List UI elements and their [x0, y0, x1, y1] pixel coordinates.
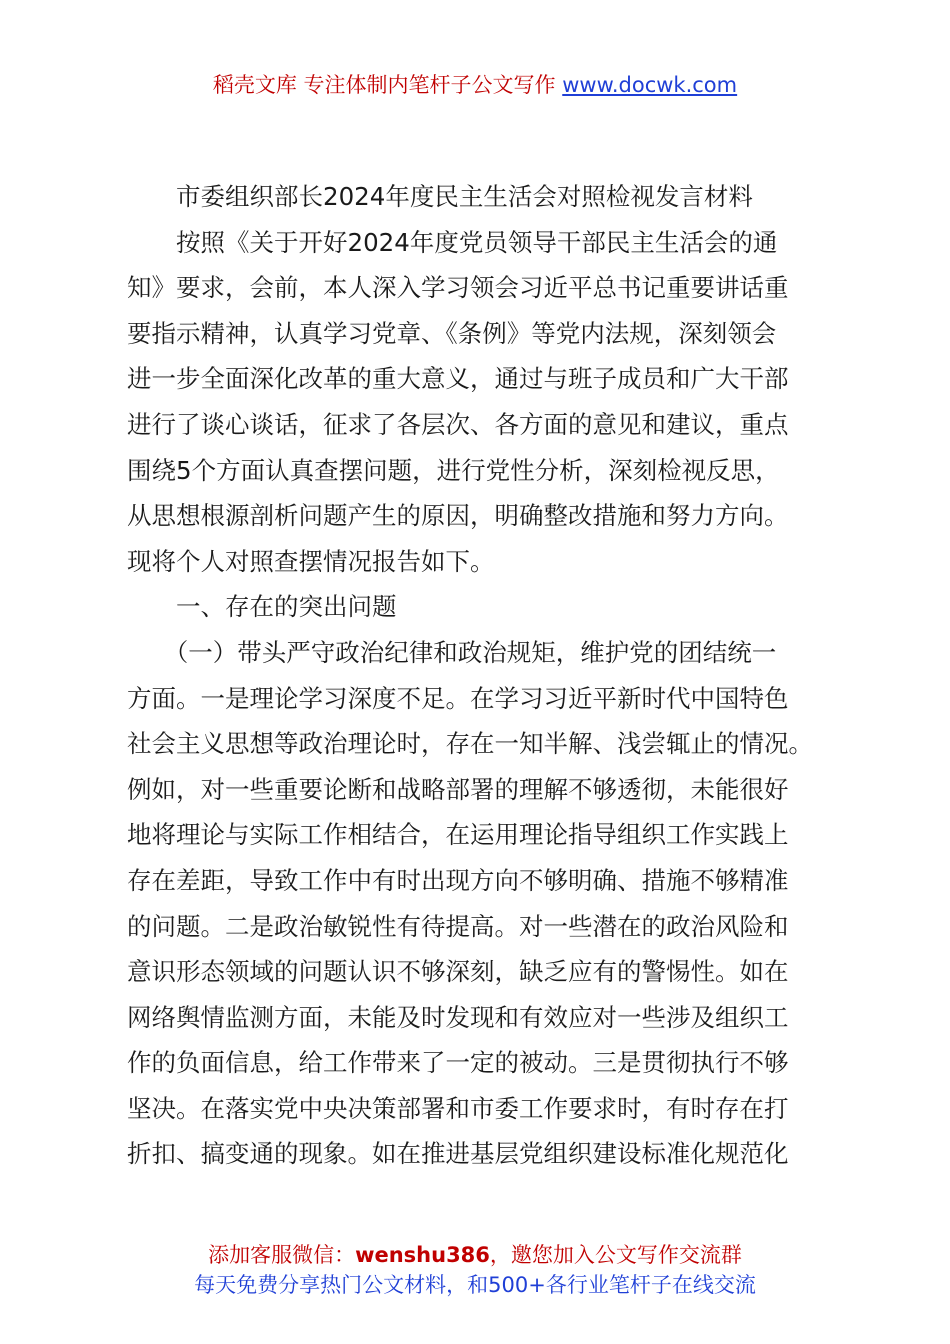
- paragraph-line: 进一步全面深化改革的重大意义，通过与班子成员和广大干部: [127, 364, 789, 394]
- paragraph-line: 例如，对一些重要论断和战略部署的理解不够透彻，未能很好: [127, 774, 789, 804]
- subsection-heading-line: （一）带头严守政治纪律和政治规矩，维护党的团结统一: [127, 637, 777, 667]
- paragraph-line: 坚决。在落实党中央决策部署和市委工作要求时，有时存在打: [127, 1093, 789, 1123]
- paragraph-line: 要指示精神，认真学习党章、《条例》等党内法规，深刻领会: [127, 318, 777, 348]
- page-footer: [0, 1240, 950, 1300]
- footer-share-line: 每天免费分享热门公文材料，和500+各行业笔杆子在线交流: [194, 1273, 756, 1297]
- footer-wechat-id: wenshu386: [355, 1243, 490, 1267]
- paragraph-line: 存在差距，导致工作中有时出现方向不够明确、措施不够精准: [127, 865, 789, 895]
- footer-contact-prefix: 添加客服微信：: [208, 1243, 356, 1267]
- paragraph-line: 社会主义思想等政治理论时，存在一知半解、浅尝辄止的情况。: [127, 729, 813, 759]
- document-body: [127, 174, 827, 1177]
- paragraph-line: 现将个人对照查摆情况报告如下。: [127, 546, 495, 576]
- paragraph-line: 意识形态领域的问题认识不够深刻，缺乏应有的警惕性。如在: [127, 957, 789, 987]
- paragraph-line: 知》要求，会前，本人深入学习领会习近平总书记重要讲话重: [127, 273, 789, 303]
- paragraph-line: 按照《关于开好2024年度党员领导干部民主生活会的通: [127, 227, 778, 257]
- paragraph-line: 围绕5个方面认真查摆问题，进行党性分析，深刻检视反思，: [127, 455, 780, 485]
- section-heading: 一、存在的突出问题: [127, 592, 397, 622]
- paragraph-line: 的问题。二是政治敏锐性有待提高。对一些潜在的政治风险和: [127, 911, 789, 941]
- page-header: [0, 70, 950, 100]
- header-brand-text: 稻壳文库 专注体制内笔杆子公文写作: [212, 73, 556, 97]
- footer-contact-suffix: ，邀您加入公文写作交流群: [489, 1243, 742, 1267]
- footer-contact-line: [0, 1240, 950, 1270]
- paragraph-line: 地将理论与实际工作相结合，在运用理论指导组织工作实践上: [127, 820, 789, 850]
- paragraph-line: 方面。一是理论学习深度不足。在学习习近平新时代中国特色: [127, 683, 789, 713]
- header-site-link[interactable]: www.docwk.com: [562, 73, 738, 97]
- document-title: 市委组织部长2024年度民主生活会对照检视发言材料: [127, 182, 753, 211]
- paragraph-line: 作的负面信息，给工作带来了一定的被动。三是贯彻执行不够: [127, 1048, 789, 1078]
- paragraph-line: 网络舆情监测方面，未能及时发现和有效应对一些涉及组织工: [127, 1002, 789, 1032]
- paragraph-line: 折扣、搞变通的现象。如在推进基层党组织建设标准化规范化: [127, 1139, 789, 1169]
- paragraph-line: 进行了谈心谈话，征求了各层次、各方面的意见和建议，重点: [127, 409, 789, 439]
- paragraph-line: 从思想根源剖析问题产生的原因，明确整改措施和努力方向。: [127, 501, 789, 531]
